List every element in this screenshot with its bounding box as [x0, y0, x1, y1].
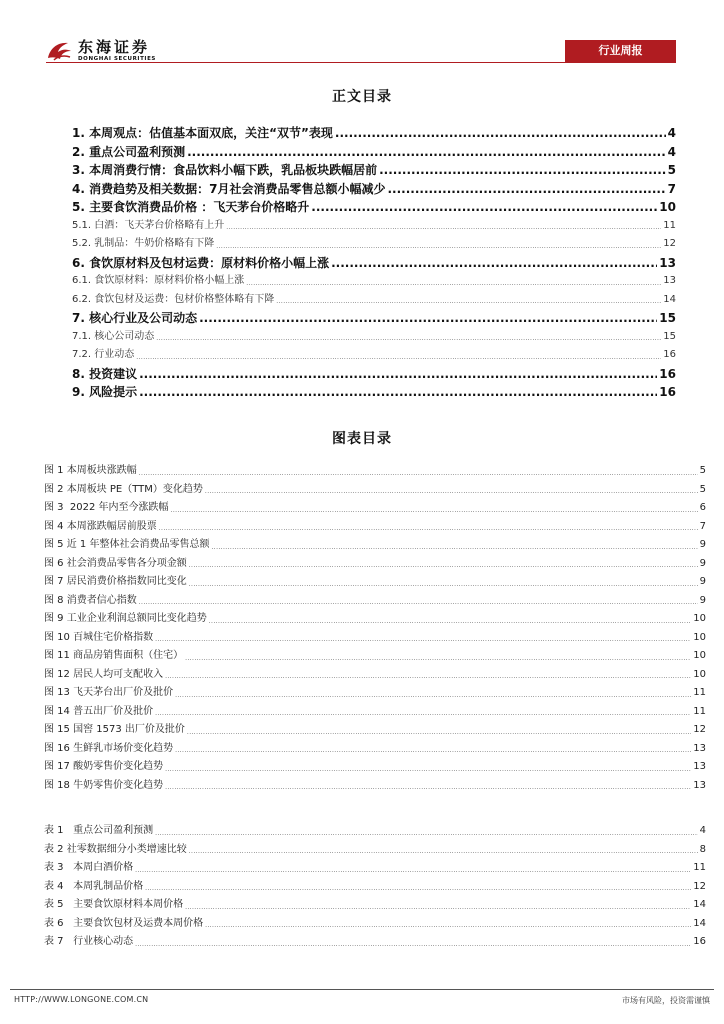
toc-subentry[interactable] — [72, 291, 676, 310]
page-number: 10 — [693, 650, 706, 661]
toc-entry-number: 9. — [72, 385, 85, 399]
toc-entry-number: 5.1. — [72, 219, 92, 231]
toc-entry-number: 7.2. — [72, 349, 92, 360]
toc-entry-text: 乳制品：牛奶价格略有下降 — [94, 238, 215, 249]
dot-leader — [379, 161, 666, 180]
page-number: 9 — [699, 539, 706, 550]
figure-entry[interactable] — [44, 462, 706, 481]
toc-page-number: 7 — [667, 181, 676, 196]
figure-entry-label: 图 10 百城住宅价格指数 — [44, 631, 154, 643]
toc-entry[interactable] — [72, 143, 676, 162]
figure-entry-label: 图 7 居民消费价格指数同比变化 — [44, 576, 187, 587]
toc-list — [72, 124, 676, 402]
figure-entry-label: 图 15 国窖 1573 出厂价及批价 — [44, 724, 185, 735]
figure-entry[interactable] — [44, 777, 706, 796]
dot-leader — [135, 938, 691, 952]
toc-entry-number: 8. — [72, 366, 85, 381]
figures-title: 图表目录 — [332, 431, 392, 447]
page-number: 11 — [693, 687, 706, 698]
dot-leader — [165, 781, 691, 795]
dot-leader — [165, 763, 691, 777]
table-entry-label: 表 6 主要食饮包材及运费本周价格 — [44, 917, 204, 929]
page-number: 16 — [693, 936, 706, 947]
figure-entry[interactable] — [44, 555, 706, 574]
figure-entry-label: 图 17 酸奶零售价变化趋势 — [44, 761, 164, 772]
page-number: 14 — [693, 917, 706, 929]
table-entry[interactable] — [44, 896, 706, 915]
toc-entry-number: 3. — [72, 163, 85, 177]
figure-entry-label: 图 9 工业企业利润总额同比变化趋势 — [44, 613, 207, 624]
figure-entry-label: 图 16 生鲜乳市场价变化趋势 — [44, 742, 174, 754]
toc-page-number: 14 — [663, 293, 676, 305]
toc-subentry[interactable] — [72, 328, 676, 347]
toc-page-number: 11 — [663, 219, 676, 231]
dot-leader — [139, 365, 657, 384]
toc-entry-label — [72, 328, 154, 347]
toc-entry-number: 6.2. — [72, 293, 92, 305]
toc-entry-text: 消费趋势及相关数据：7月社会消费品零售总额小幅减少 — [89, 181, 386, 196]
toc-entry[interactable] — [72, 124, 676, 143]
table-entry-label: 表 5 主要食饮原材料本周价格 — [44, 899, 184, 910]
page-number: 5 — [699, 483, 706, 495]
toc-page-number: 10 — [659, 200, 676, 214]
dot-leader — [205, 919, 691, 933]
dot-leader — [139, 467, 698, 481]
table-entry-label: 表 7 行业核心动态 — [44, 936, 134, 947]
figure-entry[interactable] — [44, 703, 706, 722]
logo-name-cn: 东海证券 — [78, 38, 151, 56]
dot-leader — [139, 383, 657, 402]
figure-entry-label: 图 11 商品房销售面积（住宅） — [44, 650, 184, 661]
dot-leader — [276, 295, 661, 309]
toc-entry-number: 1. — [72, 126, 85, 140]
page-number: 10 — [693, 613, 706, 624]
dot-leader — [165, 670, 691, 684]
toc-entry[interactable] — [72, 365, 676, 384]
page-number: 12 — [693, 724, 706, 735]
page-number: 8 — [699, 843, 706, 855]
figure-entry[interactable] — [44, 573, 706, 592]
toc-entry-number: 7.1. — [72, 330, 92, 342]
dot-leader — [226, 221, 661, 235]
toc-subentry[interactable] — [72, 346, 676, 365]
dot-leader — [387, 180, 665, 199]
table-entry-label: 表 3 本周白酒价格 — [44, 862, 134, 873]
toc-entry-label — [72, 198, 309, 217]
table-entry-label: 表 1 重点公司盈利预测 — [44, 825, 154, 836]
figure-entry[interactable] — [44, 684, 706, 703]
dot-leader — [136, 351, 661, 365]
toc-entry-label — [72, 143, 185, 162]
dot-leader — [145, 882, 691, 896]
toc-page-number: 16 — [663, 349, 676, 360]
figure-entry-label: 图 4 本周涨跌幅居前股票 — [44, 520, 157, 532]
toc-entry-text: 本周消费行情：食品饮料小幅下跌，乳品板块跌幅居前 — [89, 163, 378, 177]
figure-entry[interactable] — [44, 721, 706, 740]
toc-entry-text: 食饮原材料及包材运费：原材料价格小幅上涨 — [89, 255, 330, 270]
page-number: 9 — [699, 594, 706, 606]
page-number: 4 — [699, 825, 706, 836]
dot-leader — [156, 332, 661, 346]
toc-subentry[interactable] — [72, 272, 676, 291]
dot-leader — [189, 845, 698, 859]
toc-entry-number: 6.1. — [72, 275, 92, 286]
toc-entry-label — [72, 254, 329, 273]
toc-entry-label — [72, 124, 333, 143]
dot-leader — [155, 827, 698, 841]
toc-entry-number: 4. — [72, 181, 85, 196]
figure-entry[interactable] — [44, 499, 706, 518]
toc-entry-text: 食饮原材料：原材料价格小幅上涨 — [94, 275, 245, 286]
toc-subentry[interactable] — [72, 217, 676, 236]
logo-mark-icon — [44, 38, 74, 64]
table-entry-label: 表 4 本周乳制品价格 — [44, 880, 144, 892]
dot-leader — [159, 522, 698, 536]
toc-entry-text: 食饮包材及运费：包材价格整体略有下降 — [94, 293, 275, 305]
page-number: 9 — [699, 576, 706, 587]
toc-page-number: 12 — [663, 238, 676, 249]
page-number: 6 — [699, 502, 706, 513]
toc-page-number: 15 — [659, 311, 676, 325]
toc-entry-text: 白酒：飞天茅台价格略有上升 — [94, 219, 225, 231]
figure-entry-label: 图 8 消费者信心指数 — [44, 594, 137, 606]
dot-leader — [331, 254, 657, 273]
toc-page-number: 13 — [659, 255, 676, 270]
toc-entry-text: 主要食饮消费品价格 ：飞天茅台价格略升 — [89, 200, 310, 214]
dot-leader — [189, 559, 698, 573]
toc-entry-label — [72, 161, 377, 180]
dot-leader — [335, 124, 666, 143]
table-entry[interactable] — [44, 841, 706, 860]
dot-leader — [189, 578, 698, 592]
toc-entry-number: 2. — [72, 144, 85, 159]
page-number: 11 — [693, 705, 706, 717]
toc-page-number: 4 — [667, 144, 676, 159]
table-entry[interactable] — [44, 878, 706, 897]
toc-subentry[interactable] — [72, 235, 676, 254]
dot-leader — [209, 615, 692, 629]
page-number: 13 — [693, 742, 706, 754]
toc-page-number: 4 — [667, 126, 676, 140]
figure-entry[interactable] — [44, 536, 706, 555]
dot-leader — [175, 744, 691, 758]
figure-entry-label: 图 5 近 1 年整体社会消费品零售总额 — [44, 539, 210, 550]
footer-divider — [10, 989, 714, 990]
table-entry[interactable] — [44, 859, 706, 878]
figure-entry-label: 图 1 本周板块涨跌幅 — [44, 465, 137, 476]
dot-leader — [211, 541, 697, 555]
dot-leader — [155, 633, 691, 647]
figure-entry-label: 图 12 居民人均可支配收入 — [44, 668, 164, 680]
toc-entry-label — [72, 217, 224, 236]
figure-entry-label: 图 2 本周板块 PE（TTM）变化趋势 — [44, 483, 203, 495]
page-number: 10 — [693, 631, 706, 643]
toc-entry-number: 5.2. — [72, 238, 92, 249]
dot-leader — [185, 652, 691, 666]
figure-entry-label: 图 13 飞天茅台出厂价及批价 — [44, 687, 174, 698]
figure-entry[interactable] — [44, 647, 706, 666]
toc-entry-number: 7. — [72, 311, 85, 325]
figure-entry-label: 图 3 2022 年内至今涨跌幅 — [44, 502, 169, 513]
page-number: 7 — [699, 520, 706, 532]
figure-list — [44, 462, 706, 795]
toc-entry-text: 重点公司盈利预测 — [89, 144, 186, 159]
toc-entry-text: 投资建议 — [89, 366, 138, 381]
figure-entry[interactable] — [44, 518, 706, 537]
company-logo — [44, 38, 156, 64]
toc-entry-text: 核心行业及公司动态 — [89, 311, 198, 325]
toc-entry[interactable] — [72, 383, 676, 402]
toc-entry[interactable] — [72, 254, 676, 273]
header-divider — [46, 62, 676, 63]
toc-entry-number: 5. — [72, 200, 85, 214]
page-number: 10 — [693, 668, 706, 680]
toc-entry-text: 风险提示 — [89, 385, 138, 399]
figure-entry-label: 图 18 牛奶零售价变化趋势 — [44, 779, 164, 791]
toc-entry-label — [72, 383, 137, 402]
toc-entry-label — [72, 180, 385, 199]
footer-disclaimer: 市场有风险，投资需谨慎 — [622, 996, 710, 1005]
dot-leader — [187, 726, 691, 740]
toc-page-number: 16 — [659, 366, 676, 381]
toc-entry-label — [72, 365, 137, 384]
page-number: 5 — [699, 465, 706, 476]
page-number: 13 — [693, 779, 706, 791]
page-header — [0, 0, 724, 68]
toc-entry-label — [72, 309, 197, 328]
figure-entry[interactable] — [44, 758, 706, 777]
toc-entry[interactable] — [72, 180, 676, 199]
page-footer — [0, 988, 724, 1024]
toc-entry-label — [72, 346, 134, 365]
logo-name-en: DONGHAI SECURITIES — [78, 56, 156, 62]
dot-leader — [175, 689, 691, 703]
dot-leader — [171, 504, 698, 518]
page-number: 13 — [693, 761, 706, 772]
dot-leader — [216, 240, 661, 254]
figure-entry-label: 图 6 社会消费品零售各分项金额 — [44, 557, 187, 569]
toc-entry-text: 本周观点：估值基本面双底，关注“双节”表现 — [89, 126, 333, 140]
figure-entry[interactable] — [44, 592, 706, 611]
toc-entry-label — [72, 291, 274, 310]
table-entry[interactable] — [44, 915, 706, 934]
figure-entry[interactable] — [44, 740, 706, 759]
table-entry[interactable] — [44, 822, 706, 841]
figure-entry[interactable] — [44, 666, 706, 685]
toc-page-number: 15 — [663, 330, 676, 342]
dot-leader — [246, 277, 661, 291]
dot-leader — [139, 596, 698, 610]
dot-leader — [199, 309, 657, 328]
page-number: 11 — [693, 862, 706, 873]
toc-page-number: 13 — [663, 275, 676, 286]
figure-entry[interactable] — [44, 481, 706, 500]
figure-entry[interactable] — [44, 610, 706, 629]
table-entry[interactable] — [44, 933, 706, 952]
page-number: 14 — [693, 899, 706, 910]
dot-leader — [155, 707, 691, 721]
table-list — [44, 822, 706, 952]
dot-leader — [311, 198, 657, 217]
toc-page-number: 16 — [659, 385, 676, 399]
toc-entry[interactable] — [72, 309, 676, 328]
dot-leader — [185, 901, 691, 915]
dot-leader — [187, 143, 666, 162]
dot-leader — [205, 485, 698, 499]
figure-entry-label: 图 14 普五出厂价及批价 — [44, 705, 154, 717]
toc-entry[interactable] — [72, 161, 676, 180]
toc-page-number: 5 — [667, 163, 676, 177]
page-number: 9 — [699, 557, 706, 569]
toc-title: 正文目录 — [332, 89, 392, 105]
report-type-badge: 行业周报 — [565, 40, 676, 62]
footer-url[interactable]: HTTP://WWW.LONGONE.COM.CN — [14, 995, 149, 1004]
toc-entry-label — [72, 235, 214, 254]
toc-entry[interactable] — [72, 198, 676, 217]
toc-entry-text: 行业动态 — [94, 349, 135, 360]
table-entry-label: 表 2 社零数据细分小类增速比较 — [44, 843, 187, 855]
toc-entry-label — [72, 272, 244, 291]
dot-leader — [135, 864, 691, 878]
toc-entry-number: 6. — [72, 255, 85, 270]
page-number: 12 — [693, 880, 706, 892]
figure-entry[interactable] — [44, 629, 706, 648]
toc-entry-text: 核心公司动态 — [94, 330, 155, 342]
